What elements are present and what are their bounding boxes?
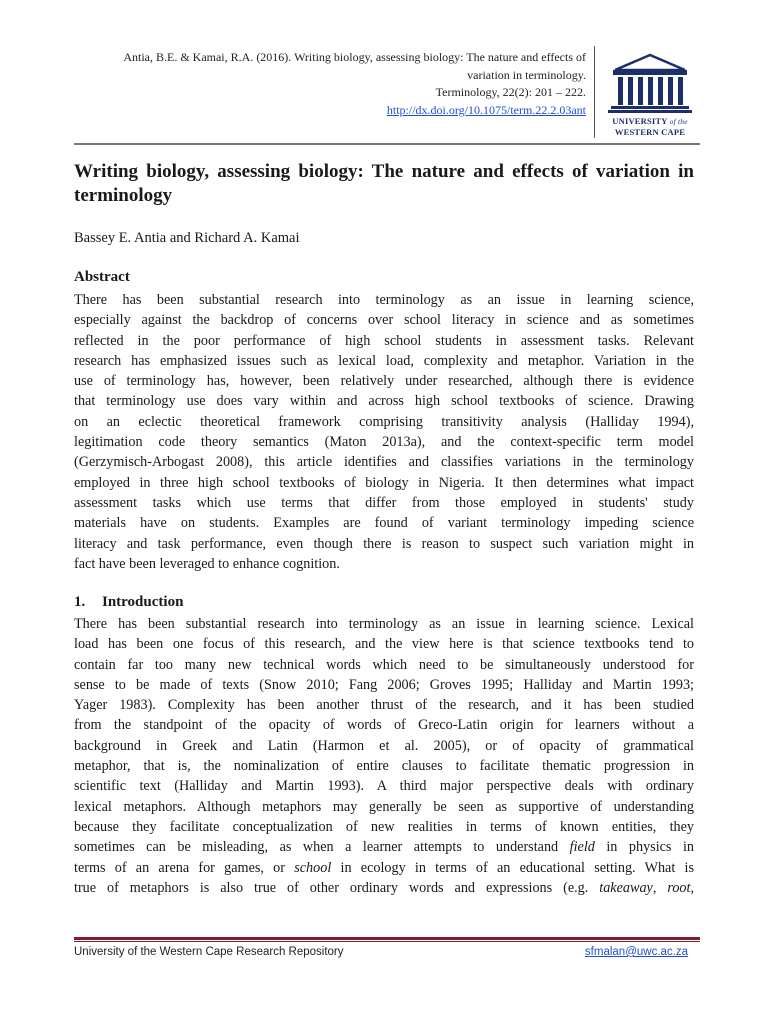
logo-western-cape: WESTERN CAPE — [614, 127, 686, 137]
intro-text-run: terms of an arena for games, or — [74, 859, 285, 876]
section-title: Introduction — [102, 594, 184, 610]
intro-line: scientific text (Halliday and Martin 1993). A third major perspective deals with ordinary — [74, 778, 694, 795]
abstract-line: (Gerzymisch-Arbogast 2008), this article identifies and classifies variations in the terminology — [74, 454, 694, 471]
paper-title: Writing biology, assessing biology: The nature and effects of variation in terminology — [74, 161, 694, 206]
section-heading-introduction — [74, 594, 183, 611]
footer-rule — [74, 937, 700, 940]
section-number: 1. — [74, 594, 86, 610]
intro-line: because they facilitate conceptualization of new realities in terms of known entities, they — [74, 818, 694, 835]
abstract-line: employed in three high school textbooks of biology in Nigeria. It then determines what impact — [74, 474, 694, 491]
intro-line: Yager 1983). Complexity has been another thrust of the research, and it has been studied — [74, 697, 694, 714]
abstract-line: reflected in the poor performance of high school students in assessment tasks. Relevant — [74, 332, 694, 349]
introduction-text — [74, 614, 694, 898]
intro-punct: , — [652, 879, 657, 896]
page-footer — [74, 946, 688, 958]
italic-term-root: root — [667, 879, 691, 896]
intro-text-run: true of metaphors is also true of other ordinary words and expressions (e.g. — [74, 879, 589, 896]
abstract-line: fact have been leveraged to enhance cognition. — [74, 555, 340, 572]
abstract-heading: Abstract — [74, 269, 130, 285]
intro-line: load has been one focus of this research, and the view here is that science textbooks tend to — [74, 636, 694, 653]
intro-line: There has been substantial research into terminology as an issue in learning science. Lexical — [74, 616, 694, 632]
italic-term-school: school — [294, 859, 332, 876]
university-building-icon — [605, 52, 695, 114]
header-rule — [74, 143, 700, 145]
intro-line: sense to be made of texts (Snow 2010; Fang 2006; Groves 1995; Halliday and Martin 1993; — [74, 676, 694, 693]
abstract-line: that terminology use does vary within and across high school textbooks of science. Drawing — [74, 393, 694, 410]
intro-text-run: in ecology in terms of an educational setting. What is — [340, 859, 694, 876]
abstract-line: use of terminology has, however, been relatively under researched, although there is evidence — [74, 373, 694, 390]
abstract-line: research has emphasized issues such as lexical load, complexity and metaphor. Variation in the — [74, 352, 694, 369]
intro-line: metaphor, that is, the nominalization of entire clauses to facilitate thematic progression in — [74, 758, 694, 775]
intro-text-run: sometimes can be misleading, as when a learner attempts to understand — [74, 839, 559, 856]
intro-line: from the standpoint of the opacity of words of Greco-Latin origin for learners without a — [74, 717, 694, 734]
intro-line: background in Greek and Latin (Harmon et al. 2005), or of opacity of grammatical — [74, 737, 694, 754]
citation-journal: Terminology, 22(2): 201 – 222. — [435, 85, 586, 99]
footer-repository: University of the Western Cape Research Repository — [74, 946, 344, 958]
intro-punct: , — [690, 879, 694, 896]
intro-line: contain far too many new technical words which need to be simultaneously understood for — [74, 656, 694, 673]
citation-block — [66, 49, 586, 119]
logo-university: UNIVERSITY — [612, 116, 668, 126]
footer-email-link[interactable]: sfmalan@uwc.ac.za — [584, 946, 688, 958]
intro-line — [74, 837, 694, 857]
citation-line: variation in terminology. — [467, 67, 586, 82]
citation-line: Antia, B.E. & Kamai, R.A. (2016). Writing biology, assessing biology: The nature and effects of — [123, 50, 586, 64]
italic-term-takeaway: takeaway — [599, 879, 653, 896]
intro-line: lexical metaphors. Although metaphors may generally be seen as supportive of understanding — [74, 798, 694, 815]
abstract-line: legitimation code theory semantics (Maton 2013a), and the context-specific term model — [74, 434, 694, 451]
header-divider — [594, 46, 595, 138]
abstract-line: especially against the backdrop of concerns over school literacy in science and as sometimes — [74, 312, 694, 329]
abstract-text — [74, 290, 694, 574]
abstract-line: literacy and task performance, even though there is reason to suspect such variation might in — [74, 535, 694, 552]
doi-link[interactable]: http://dx.doi.org/10.1075/term.22.2.03ant — [386, 102, 586, 117]
footer-rule-thin — [74, 941, 700, 942]
italic-term-field: field — [569, 839, 595, 856]
abstract-line: There has been substantial research into terminology as an issue in learning science, — [74, 292, 694, 308]
university-logo — [605, 52, 695, 138]
abstract-line: materials have on students. Examples are found of variant terminology impeding science — [74, 515, 694, 532]
logo-of-the: of the — [669, 117, 688, 126]
intro-text-run: in physics in — [606, 839, 694, 856]
abstract-line: assessment tasks which use terms that differ from those employed in students' study — [74, 494, 694, 511]
paper-authors: Bassey E. Antia and Richard A. Kamai — [74, 230, 300, 246]
intro-line — [74, 858, 694, 878]
intro-line — [74, 878, 694, 898]
abstract-line: on an eclectic theoretical framework comprising transitivity analysis (Halliday 1994), — [74, 413, 694, 430]
